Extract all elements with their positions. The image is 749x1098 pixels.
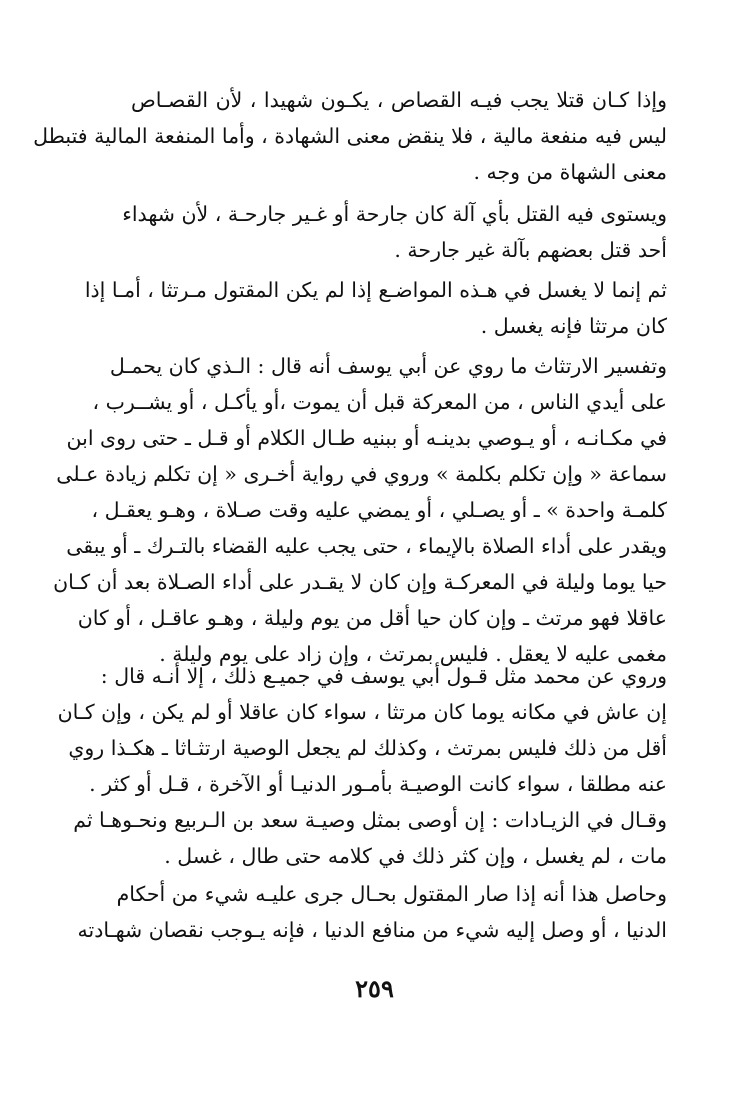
text-line: ثم إنما لا يغسل في هـذه المواضـع إذا لم يكن المقتول مـرتثا ، أمـا إذا	[84, 278, 667, 302]
paragraph-2	[122, 196, 667, 268]
text-line: كان مرتثا فإنه يغسل .	[480, 314, 667, 338]
text-line: عاقلا فهو مرتث ـ وإن كان حيا أقل من يوم وليلة ، وهـو عاقـل ، أو كان	[77, 606, 667, 630]
text-line: في مكـانـه ، أو يـوصي بدينـه أو ببنيه طـال الكلام أو قـل ـ حتى روى ابن	[66, 426, 667, 450]
text-line: على أيدي الناس ، من المعركة قبل أن يموت ،أو يأكـل ، أو يشــرب ،	[92, 390, 667, 414]
text-line: مغمى عليه لا يعقل . فليس بمرتث ، وإن زاد على يوم وليلة .	[159, 642, 667, 666]
text-line: ويستوى فيه القتل بأي آلة كان جارحة أو غـير جارحـة ، لأن شهداء	[122, 202, 667, 226]
text-line: عنه مطلقا ، سواء كانت الوصيـة بأمـور الدنيـا أو الآخرة ، قـل أو كثر .	[89, 772, 667, 796]
paragraph-5	[57, 658, 667, 874]
text-line: وقـال في الزيـادات : إن أوصى بمثل وصيـة سعد بن الـربيع ونحـوهـا ثم	[73, 808, 667, 832]
text-line: كلمـة واحدة » ـ أو يصـلي ، أو يمضي عليه وقت صـلاة ، وهـو يعقـل ،	[91, 498, 667, 522]
paragraph-3	[84, 272, 667, 344]
text-line: الدنيا ، أو وصل إليه شيء من منافع الدنيا ، فإنه يـوجب نقصان شهـادته	[77, 918, 667, 942]
text-line: إن عاش في مكانه يوما كان مرتثا ، سواء كان عاقلا أو لم يكن ، وإن كـان	[57, 700, 667, 724]
text-line: مات ، لم يغسل ، وإن كثر ذلك في كلامه حتى طال ، غسل .	[164, 844, 667, 868]
text-line: وإذا كـان قتلا يجب فيـه القصاص ، يكـون شهيدا ، لأن القصـاص	[131, 88, 667, 112]
paragraph-6	[77, 876, 667, 948]
text-line: وتفسير الارتثاث ما روي عن أبي يوسف أنه قال : الـذي كان يحمـل	[109, 354, 667, 378]
text-line: معنى الشهاة من وجه .	[473, 160, 667, 184]
text-line: أحد قتل بعضهم بآلة غير جارحة .	[394, 238, 667, 262]
page-number: ٢٥٩	[355, 974, 394, 1003]
text-line: وروي عن محمد مثل قـول أبي يوسف في جميـع ذلك ، إلا أنـه قال :	[100, 664, 667, 688]
text-line: ويقدر على أداء الصلاة بالإيماء ، حتى يجب عليه القضاء بالتـرك ـ أو يبقى	[66, 534, 667, 558]
text-line: سماعة « وإن تكلم بكلمة » وروي في رواية أخـرى « إن تكلم زيادة عـلى	[56, 462, 667, 486]
text-line: حيا يوما وليلة في المعركـة وإن كان لا يقـدر على أداء الصـلاة بعد أن كـان	[53, 570, 667, 594]
paragraph-4	[53, 348, 667, 672]
paragraph-1	[33, 82, 667, 190]
text-line: أقل من ذلك فليس بمرتث ، وكذلك لم يجعل الوصية ارتثـاثا ـ هكـذا روي	[68, 736, 667, 760]
text-line: ليس فيه منفعة مالية ، فلا ينقض معنى الشهادة ، وأما المنفعة المالية فتبطل	[33, 124, 667, 148]
text-line: وحاصل هذا أنه إذا صار المقتول بحـال جرى عليـه شيء من أحكام	[116, 882, 667, 906]
